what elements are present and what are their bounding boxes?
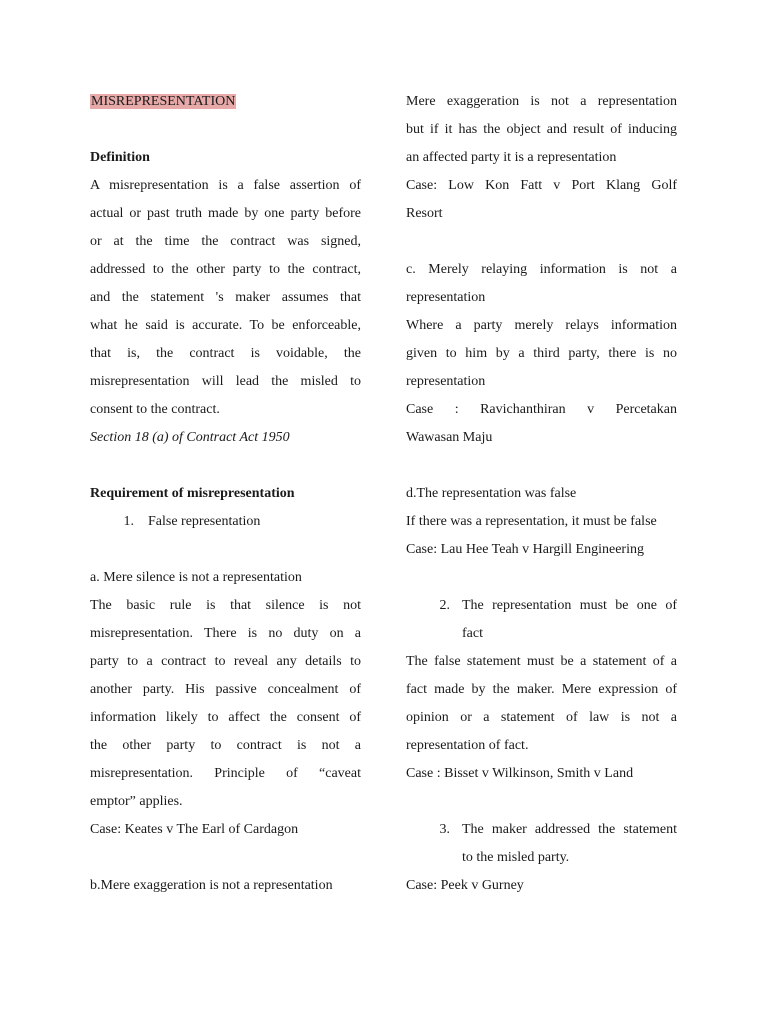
- case-citation: Wawasan Maju: [406, 430, 493, 445]
- paragraph-line: Mere exaggeration is not a representation: [406, 94, 677, 109]
- definition-heading: Definition: [90, 150, 150, 165]
- definition-line: A misrepresentation is a false assertion of: [90, 178, 361, 193]
- subheading-d: d.The representation was false: [406, 486, 577, 501]
- definition-line: that is, the contract is voidable, the: [90, 346, 361, 361]
- paragraph-line: the other party to contract is not a: [90, 738, 361, 753]
- subheading-b: b.Mere exaggeration is not a representation: [90, 878, 333, 893]
- definition-line: and the statement 's maker assumes that: [90, 290, 361, 305]
- list-number: 3.: [439, 822, 450, 837]
- section-title-line: [90, 88, 361, 116]
- case-citation: Case: Keates v The Earl of Cardagon: [90, 822, 299, 837]
- paragraph-line: Where a party merely relays information: [406, 318, 677, 333]
- right-column: [406, 88, 677, 900]
- paragraph-line: emptor” applies.: [90, 794, 183, 809]
- case-citation: Case : Ravichanthiran v Percetakan: [406, 402, 677, 417]
- paragraph-line: information likely to affect the consent of: [90, 710, 361, 725]
- paragraph-line: The false statement must be a statement of a: [406, 654, 677, 669]
- paragraph-line: misrepresentation. Principle of “caveat: [90, 766, 361, 781]
- list-item-1: [90, 508, 361, 536]
- section-reference: Section 18 (a) of Contract Act 1950: [90, 430, 290, 445]
- case-citation: Case: Peek v Gurney: [406, 878, 524, 893]
- paragraph-line: misrepresentation. There is no duty on a: [90, 626, 361, 641]
- list-item-text: The maker addressed the statement: [462, 822, 677, 837]
- paragraph-line: fact made by the maker. Mere expression of: [406, 682, 677, 697]
- paragraph-line: representation: [406, 374, 486, 389]
- case-citation: Resort: [406, 206, 443, 221]
- list-number: 1.: [123, 514, 134, 529]
- case-citation: Case: Low Kon Fatt v Port Klang Golf: [406, 178, 677, 193]
- case-citation: Case : Bisset v Wilkinson, Smith v Land: [406, 766, 634, 781]
- definition-line: or at the time the contract was signed,: [90, 234, 361, 249]
- paragraph-line: If there was a representation, it must be false: [406, 514, 657, 529]
- definition-line: addressed to the other party to the contract,: [90, 262, 361, 277]
- list-item-text: to the misled party.: [462, 850, 570, 865]
- case-citation: Case: Lau Hee Teah v Hargill Engineering: [406, 542, 644, 557]
- list-item-text: fact: [462, 626, 483, 641]
- definition-line: what he said is accurate. To be enforceable,: [90, 318, 361, 333]
- list-item-2: [406, 592, 677, 620]
- subheading-c: representation: [406, 290, 486, 305]
- list-number: 2.: [439, 598, 450, 613]
- list-item-text: The representation must be one of: [462, 598, 677, 613]
- paragraph-line: party to a contract to reveal any details to: [90, 654, 361, 669]
- paragraph-line: an affected party it is a representation: [406, 150, 617, 165]
- paragraph-line: The basic rule is that silence is not: [90, 598, 361, 613]
- requirement-heading: Requirement of misrepresentation: [90, 486, 295, 501]
- paragraph-line: opinion or a statement of law is not a: [406, 710, 677, 725]
- definition-line: misrepresentation will lead the misled to: [90, 374, 361, 389]
- section-title: MISREPRESENTATION: [91, 94, 236, 109]
- subheading-c: c. Merely relaying information is not a: [406, 262, 677, 277]
- definition-line: consent to the contract.: [90, 402, 220, 417]
- paragraph-line: another party. His passive concealment of: [90, 682, 361, 697]
- subheading-a: a. Mere silence is not a representation: [90, 570, 302, 585]
- paragraph-line: given to him by a third party, there is no: [406, 346, 677, 361]
- paragraph-line: but if it has the object and result of inducing: [406, 122, 677, 137]
- paragraph-line: representation of fact.: [406, 738, 529, 753]
- left-column: [90, 88, 361, 900]
- list-item-text: False representation: [148, 514, 261, 529]
- list-item-3: [406, 816, 677, 844]
- definition-line: actual or past truth made by one party before: [90, 206, 361, 221]
